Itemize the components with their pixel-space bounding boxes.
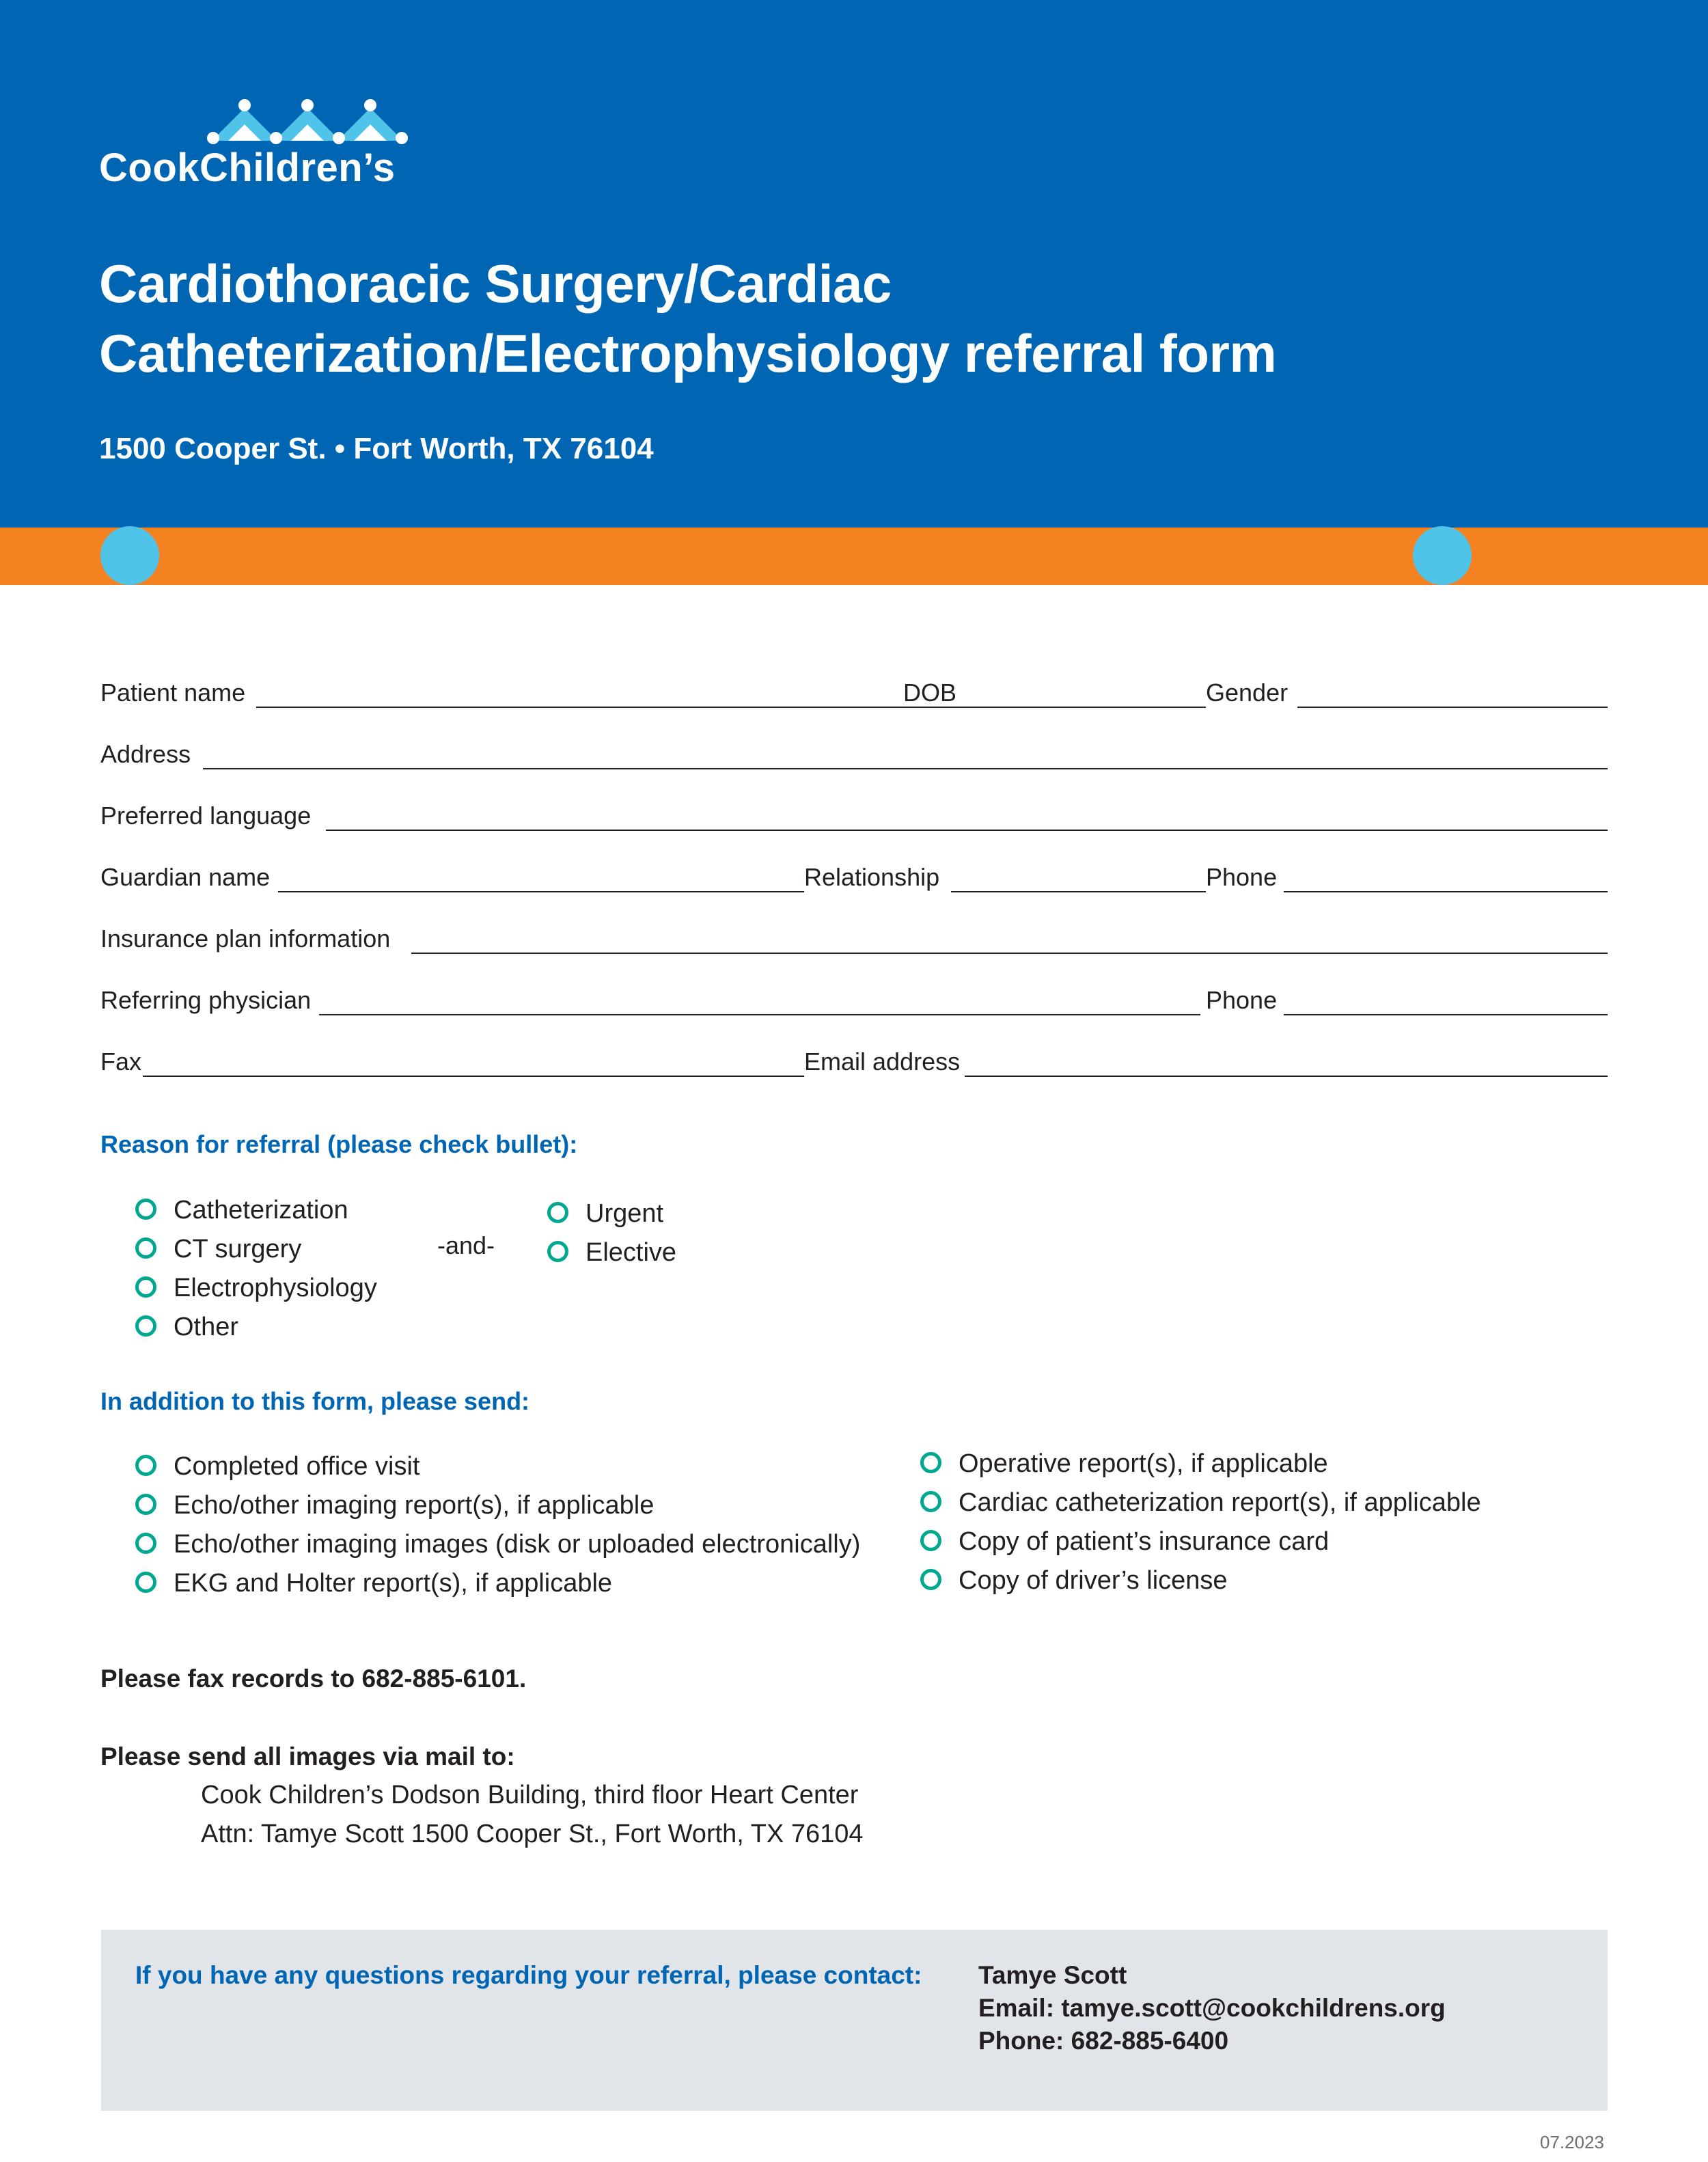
- fax-records-instruction: Please fax records to 682-885-6101.: [100, 1665, 527, 1693]
- mail-images-heading: Please send all images via mail to:: [100, 1742, 515, 1770]
- insurance-field[interactable]: [411, 953, 1608, 954]
- form-row-physician: [100, 984, 1608, 1025]
- circle-checkbox-icon: [547, 1241, 568, 1262]
- form-row-patient: [100, 676, 1608, 717]
- patient-name-label: Patient name: [100, 679, 246, 707]
- contact-name: Tamye Scott: [978, 1961, 1127, 1989]
- circle-checkbox-icon: [135, 1455, 156, 1476]
- logo-wordmark: CookChildren’s: [99, 146, 396, 190]
- circle-checkbox-icon: [920, 1491, 941, 1512]
- dob-label: DOB: [903, 679, 957, 707]
- relationship-label: Relationship: [804, 863, 940, 891]
- mail-address-line-1: Cook Children’s Dodson Building, third floor Heart Center: [201, 1781, 859, 1809]
- gender-label: Gender: [1206, 679, 1289, 707]
- referring-physician-label: Referring physician: [100, 986, 312, 1014]
- address-label: Address: [100, 740, 191, 768]
- send-heading: In addition to this form, please send:: [100, 1387, 530, 1415]
- circle-checkbox-icon: [920, 1569, 941, 1590]
- circle-checkbox-icon: [135, 1494, 156, 1515]
- cook-childrens-logo-icon: [205, 96, 424, 150]
- gender-field[interactable]: [1297, 707, 1608, 708]
- fax-label: Fax: [100, 1048, 142, 1076]
- patient-name-field[interactable]: [256, 707, 989, 708]
- page-title-line-1: Cardiothoracic Surgery/Cardiac: [99, 254, 892, 314]
- reason-heading: Reason for referral (please check bullet):: [100, 1130, 578, 1158]
- address-field[interactable]: [203, 768, 1608, 769]
- form-row-language: [100, 799, 1608, 840]
- page-title-line-2: Catheterization/Electrophysiology referral form: [99, 323, 1277, 383]
- form-row-guardian: [100, 861, 1608, 902]
- guardian-name-field[interactable]: [278, 891, 804, 892]
- contact-phone[interactable]: Phone: 682-885-6400: [978, 2027, 1229, 2055]
- email-field[interactable]: [965, 1076, 1608, 1077]
- circle-checkbox-icon: [135, 1199, 156, 1220]
- circle-checkbox-icon: [135, 1315, 156, 1337]
- and-label: -and-: [437, 1231, 495, 1259]
- header-address: 1500 Cooper St. • Fort Worth, TX 76104: [99, 432, 654, 465]
- referring-physician-field[interactable]: [319, 1014, 1200, 1015]
- preferred-language-field[interactable]: [326, 830, 1608, 831]
- insurance-label: Insurance plan information: [100, 925, 391, 953]
- form-row-insurance: [100, 922, 1608, 963]
- circle-checkbox-icon: [135, 1276, 156, 1298]
- circle-checkbox-icon: [135, 1572, 156, 1593]
- mail-address-line-2: Attn: Tamye Scott 1500 Cooper St., Fort Worth, TX 76104: [201, 1820, 864, 1848]
- decorative-dot-right: [1413, 526, 1472, 585]
- circle-checkbox-icon: [135, 1237, 156, 1259]
- circle-checkbox-icon: [135, 1533, 156, 1554]
- circle-checkbox-icon: [920, 1452, 941, 1473]
- contact-email[interactable]: Email: tamye.scott@cookchildrens.org: [978, 1994, 1446, 2022]
- decorative-dot-left: [100, 526, 159, 585]
- form-row-fax-email: [100, 1045, 1608, 1086]
- physician-phone-label: Phone: [1206, 986, 1278, 1014]
- contact-prompt: If you have any questions regarding your referral, please contact:: [135, 1961, 922, 1989]
- form-row-address: [100, 738, 1608, 779]
- email-label: Email address: [804, 1048, 961, 1076]
- dob-field[interactable]: [967, 707, 1206, 708]
- relationship-field[interactable]: [951, 891, 1206, 892]
- guardian-phone-field[interactable]: [1284, 891, 1608, 892]
- guardian-phone-label: Phone: [1206, 863, 1278, 891]
- guardian-name-label: Guardian name: [100, 863, 271, 891]
- circle-checkbox-icon: [920, 1530, 941, 1551]
- preferred-language-label: Preferred language: [100, 802, 312, 830]
- physician-phone-field[interactable]: [1284, 1014, 1608, 1015]
- fax-field[interactable]: [143, 1076, 804, 1077]
- document-date: 07.2023: [1540, 2132, 1604, 2152]
- circle-checkbox-icon: [547, 1202, 568, 1223]
